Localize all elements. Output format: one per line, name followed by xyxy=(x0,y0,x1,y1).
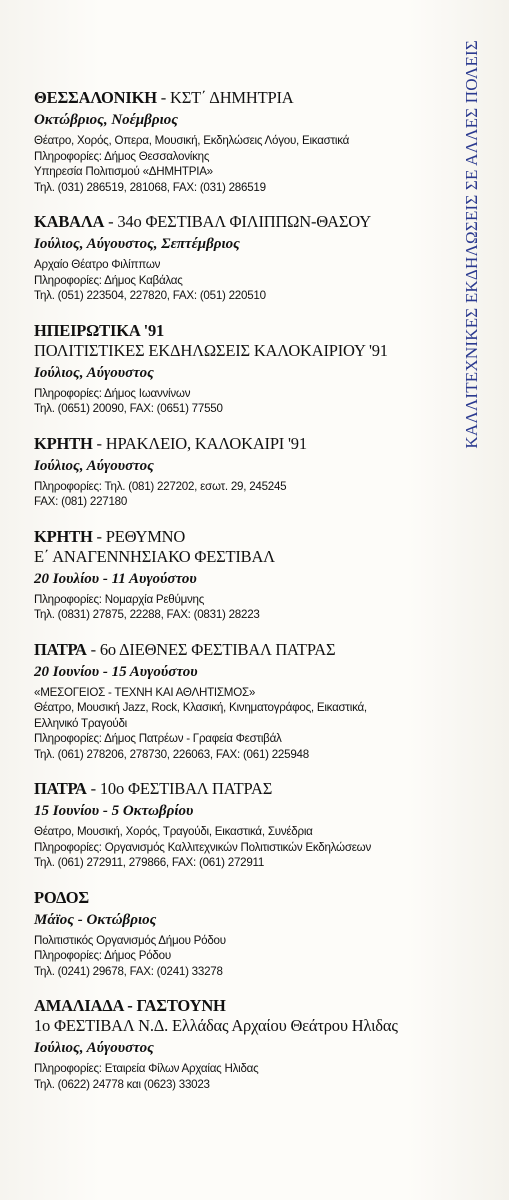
event-heading xyxy=(34,434,444,454)
event-heading xyxy=(34,212,444,232)
event-city: ΚΡΗΤΗ xyxy=(34,433,93,453)
event-title: - 10ο ΦΕΣΤΙΒΑΛ ΠΑΤΡΑΣ xyxy=(86,779,273,798)
event-city: ΚΑΒΑΛΑ xyxy=(34,212,105,231)
event-entry xyxy=(34,779,444,871)
event-line: Πληροφορίες: Εταιρεία Φίλων Αρχαίας Ηλιδας xyxy=(34,1062,259,1075)
event-dates: 20 Ιουνίου - 15 Αυγούστου xyxy=(34,663,198,680)
event-city: ΡΟΔΟΣ xyxy=(34,887,89,907)
event-title: ΠΟΛΙΤΙΣΤΙΚΕΣ ΕΚΔΗΛΩΣΕΙΣ ΚΑΛΟΚΑΙΡΙΟΥ '91 xyxy=(34,340,388,360)
event-entry xyxy=(34,527,444,623)
event-title: - ΗΡΑΚΛΕΙΟ, ΚΑΛΟΚΑΙΡΙ '91 xyxy=(92,433,307,453)
event-city: ΘΕΣΣΑΛΟΝΙΚΗ xyxy=(34,88,157,107)
event-line: Τηλ. (0831) 27875, 22288, FAX: (0831) 28223 xyxy=(34,608,260,621)
event-line: FAX: (081) 227180 xyxy=(34,495,128,508)
event-line: Τηλ. (0241) 29678, FAX: (0241) 33278 xyxy=(34,964,223,978)
event-line: Θέατρο, Μουσική, Χορός, Τραγούδι, Εικαστικά, Συνέδρια xyxy=(34,825,313,838)
event-title: - ΚΣΤ΄ ΔΗΜΗΤΡΙΑ xyxy=(156,88,294,107)
event-entry xyxy=(34,88,444,195)
event-entry xyxy=(34,640,444,763)
event-line: Πληροφορίες: Δήμος Θεσσαλονίκης xyxy=(34,149,210,163)
event-title: - 6ο ΔΙΕΘΝΕΣ ΦΕΣΤΙΒΑΛ ΠΑΤΡΑΣ xyxy=(86,639,336,659)
event-line: Ελληνικό Τραγούδι xyxy=(34,716,128,730)
event-dates: Ιούλιος, Αύγουστος xyxy=(34,457,154,474)
event-heading xyxy=(34,996,444,1016)
event-line: Πληροφορίες: Δήμος Ιωαννίνων xyxy=(34,386,191,400)
event-dates: 20 Ιουλίου - 11 Αυγούστου xyxy=(34,570,197,587)
event-title: - 34ο ΦΕΣΤΙΒΑΛ ΦΙΛΙΠΠΩΝ-ΘΑΣΟΥ xyxy=(104,212,371,231)
event-city: ΗΠΕΙΡΩΤΙΚΑ '91 xyxy=(34,320,165,340)
event-city: ΚΡΗΤΗ xyxy=(34,526,93,546)
event-line: Τηλ. (051) 223504, 227820, FAX: (051) 220510 xyxy=(34,289,266,302)
event-heading xyxy=(34,888,444,908)
event-line: Θέατρο, Χορός, Οπερα, Μουσική, Εκδηλώσεις Λόγου, Εικαστικά xyxy=(34,134,350,147)
event-line: Τηλ. (0622) 24778 και (0623) 33023 xyxy=(34,1077,210,1091)
event-line: Πολιτιστικός Οργανισμός Δήμου Ρόδου xyxy=(34,933,226,947)
event-line: Πληροφορίες: Δήμος Πατρέων - Γραφεία Φεστιβάλ xyxy=(34,732,282,745)
event-line: Πληροφορίες: Οργανισμός Καλλιτεχνικών Πολιτιστικών Εκδηλώσεων xyxy=(34,840,372,854)
event-entry xyxy=(34,996,444,1092)
event-line: Τηλ. (061) 272911, 279866, FAX: (061) 272911 xyxy=(34,856,265,869)
event-dates: Ιούλιος, Αύγουστος, Σεπτέμβριος xyxy=(34,236,240,252)
event-line: Τηλ. (0651) 20090, FAX: (0651) 77550 xyxy=(34,402,223,415)
event-subtitle: Ε΄ ΑΝΑΓΕΝΝΗΣΙΑΚΟ ΦΕΣΤΙΒΑΛ xyxy=(34,546,275,566)
event-city: ΑΜΑΛΙΑΔΑ - ΓΑΣΤΟΥΝΗ xyxy=(34,996,226,1015)
event-line: Τηλ. (031) 286519, 281068, FAX: (031) 286519 xyxy=(34,180,266,194)
event-heading xyxy=(34,88,444,108)
event-dates: Μάϊος - Οκτώβριος xyxy=(34,911,157,928)
event-dates: 15 Ιουνίου - 5 Οκτωβρίου xyxy=(34,803,194,819)
event-dates: Ιούλιος, Αύγουστος xyxy=(34,1040,154,1056)
event-line: Τηλ. (061) 278206, 278730, 226063, FAX: (061) 225948 xyxy=(34,747,309,761)
event-heading xyxy=(34,640,444,660)
event-entry xyxy=(34,434,444,510)
event-line: Θέατρο, Μουσική Jazz, Rock, Κλασική, Κινηματογράφος, Εικαστικά, xyxy=(34,701,367,714)
event-heading xyxy=(34,527,444,547)
side-title-column xyxy=(452,40,492,680)
event-title: - ΡΕΘΥΜΝΟ xyxy=(92,526,186,546)
event-dates: Ιούλιος, Αύγουστος xyxy=(34,364,154,381)
event-entry xyxy=(34,321,444,417)
event-city: ΠΑΤΡΑ xyxy=(34,639,87,659)
event-title: 1ο ΦΕΣΤΙΒΑΛ Ν.Δ. Ελλάδας Αρχαίου Θεάτρου Ηλιδας xyxy=(34,1016,398,1035)
event-line: Πληροφορίες: Δήμος Ρόδου xyxy=(34,949,171,962)
event-line: Πληροφορίες: Νομαρχία Ρεθύμνης xyxy=(34,592,205,606)
event-line: Αρχαίο Θέατρο Φιλίππων xyxy=(34,258,161,271)
event-line: Πληροφορίες: Τηλ. (081) 227202, εσωτ. 29, 245245 xyxy=(34,479,287,493)
event-line: Υπηρεσία Πολιτισμού «ΔΗΜΗΤΡΙΑ» xyxy=(34,165,213,178)
event-city: ΠΑΤΡΑ xyxy=(34,779,87,798)
side-title: ΚΑΛΛΙΤΕΧΝΙΚΕΣ ΕΚΔΗΛΩΣΕΙΣ ΣΕ ΑΛΛΕΣ ΠΟΛΕΙΣ xyxy=(462,40,481,449)
event-entry xyxy=(34,212,444,304)
event-heading xyxy=(34,321,444,341)
event-entry xyxy=(34,888,444,980)
event-line: «ΜΕΣΟΓΕΙΟΣ - ΤΕΧΝΗ ΚΑΙ ΑΘΛΗΤΙΣΜΟΣ» xyxy=(34,685,256,699)
event-dates: Οκτώβριος, Νοέμβριος xyxy=(34,112,178,128)
event-line: Πληροφορίες: Δήμος Καβάλας xyxy=(34,273,183,287)
events-list xyxy=(34,88,444,1109)
event-heading xyxy=(34,779,444,799)
